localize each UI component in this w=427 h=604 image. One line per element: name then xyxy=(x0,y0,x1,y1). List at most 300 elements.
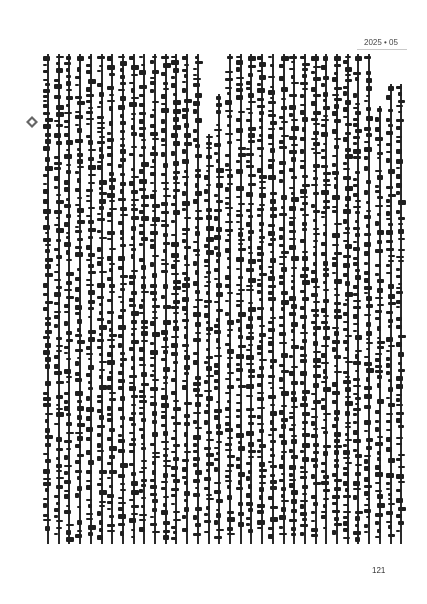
script-glyph xyxy=(97,106,101,108)
script-glyph xyxy=(152,159,156,163)
script-glyph xyxy=(99,369,105,371)
script-glyph xyxy=(204,487,209,490)
script-glyph xyxy=(302,297,309,301)
script-glyph xyxy=(152,138,159,140)
script-glyph xyxy=(236,257,244,262)
script-glyph xyxy=(281,451,287,453)
script-glyph xyxy=(163,454,168,457)
script-glyph xyxy=(216,252,221,257)
script-glyph xyxy=(64,321,68,326)
script-glyph xyxy=(345,488,349,492)
script-glyph xyxy=(300,403,308,407)
script-glyph xyxy=(109,248,116,250)
text-stem xyxy=(357,54,359,544)
script-glyph xyxy=(109,106,113,111)
script-glyph xyxy=(279,387,284,389)
script-glyph xyxy=(193,479,200,483)
script-glyph xyxy=(131,481,138,486)
script-glyph xyxy=(268,101,276,104)
script-glyph xyxy=(43,199,49,204)
script-glyph xyxy=(107,494,114,498)
script-glyph xyxy=(88,365,94,370)
script-glyph xyxy=(355,269,360,272)
script-glyph xyxy=(398,111,402,113)
script-glyph xyxy=(129,153,134,156)
script-glyph xyxy=(131,311,139,316)
script-glyph xyxy=(75,111,81,113)
script-glyph xyxy=(236,83,243,86)
script-glyph xyxy=(313,314,319,317)
script-glyph xyxy=(171,494,177,497)
script-glyph xyxy=(377,494,383,499)
script-glyph xyxy=(77,215,81,217)
script-glyph xyxy=(323,184,331,186)
script-glyph xyxy=(386,230,393,235)
script-glyph xyxy=(152,311,157,313)
script-glyph xyxy=(343,357,348,359)
script-glyph xyxy=(300,137,306,141)
script-glyph xyxy=(353,293,359,296)
script-glyph xyxy=(257,456,263,458)
script-glyph xyxy=(227,292,233,294)
script-glyph xyxy=(43,64,47,66)
script-glyph xyxy=(152,420,157,424)
script-glyph xyxy=(398,362,402,365)
script-glyph xyxy=(345,123,352,126)
script-glyph xyxy=(161,330,168,335)
script-glyph xyxy=(195,183,199,188)
script-glyph xyxy=(120,275,128,278)
script-glyph xyxy=(355,397,361,400)
script-glyph xyxy=(334,104,339,109)
script-glyph xyxy=(300,306,305,310)
text-column xyxy=(246,54,256,544)
script-glyph xyxy=(214,301,219,303)
script-glyph xyxy=(107,163,112,166)
script-glyph xyxy=(321,65,327,70)
script-glyph xyxy=(270,428,277,431)
script-glyph xyxy=(171,488,179,491)
script-glyph xyxy=(257,88,265,93)
script-glyph xyxy=(171,293,179,295)
script-glyph xyxy=(88,337,95,342)
script-glyph xyxy=(182,319,189,322)
script-glyph xyxy=(107,339,115,341)
script-glyph xyxy=(66,56,71,60)
script-glyph xyxy=(279,179,283,183)
script-glyph xyxy=(311,118,318,121)
script-glyph xyxy=(150,172,156,176)
script-glyph xyxy=(353,118,359,121)
script-glyph xyxy=(345,299,349,301)
script-glyph xyxy=(302,412,310,416)
script-glyph xyxy=(311,56,319,61)
script-glyph xyxy=(279,281,284,285)
script-glyph xyxy=(396,398,400,402)
script-glyph xyxy=(173,422,181,425)
script-glyph xyxy=(332,210,338,213)
script-glyph xyxy=(182,272,188,275)
script-glyph xyxy=(129,82,134,84)
script-glyph xyxy=(343,504,348,506)
script-glyph xyxy=(289,113,293,117)
script-glyph xyxy=(289,483,295,488)
script-glyph xyxy=(313,365,321,368)
script-glyph xyxy=(131,216,139,220)
script-glyph xyxy=(281,353,288,358)
script-glyph xyxy=(291,435,297,437)
script-glyph xyxy=(131,132,137,136)
script-glyph xyxy=(366,331,372,336)
script-glyph xyxy=(171,466,178,470)
script-glyph xyxy=(270,148,275,153)
script-glyph xyxy=(257,527,262,529)
script-glyph xyxy=(313,240,318,242)
script-glyph xyxy=(334,138,341,140)
script-glyph xyxy=(88,525,96,530)
script-glyph xyxy=(43,469,50,474)
script-glyph xyxy=(225,416,231,418)
script-glyph xyxy=(152,305,160,308)
script-glyph xyxy=(355,200,361,202)
script-glyph xyxy=(120,121,126,125)
script-glyph xyxy=(281,267,287,272)
script-glyph xyxy=(281,455,285,460)
script-glyph xyxy=(75,378,82,382)
script-glyph xyxy=(364,242,371,247)
script-glyph xyxy=(77,178,81,183)
script-glyph xyxy=(150,284,157,288)
script-glyph xyxy=(120,463,128,468)
script-glyph xyxy=(54,508,59,512)
script-glyph xyxy=(43,174,48,177)
script-glyph xyxy=(279,434,285,438)
script-glyph xyxy=(355,350,362,352)
script-glyph xyxy=(216,529,224,531)
script-glyph xyxy=(99,505,105,507)
script-glyph xyxy=(129,417,134,421)
script-glyph xyxy=(302,175,308,178)
script-glyph xyxy=(355,472,361,476)
script-glyph xyxy=(386,186,393,189)
script-glyph xyxy=(118,449,125,453)
script-glyph xyxy=(343,60,348,64)
script-glyph xyxy=(195,299,203,301)
script-glyph xyxy=(386,158,390,163)
script-glyph xyxy=(66,331,72,335)
script-glyph xyxy=(270,506,278,509)
script-glyph xyxy=(238,228,244,230)
script-glyph xyxy=(77,476,81,480)
script-glyph xyxy=(334,252,342,255)
script-glyph xyxy=(66,281,72,285)
script-glyph xyxy=(364,524,368,528)
script-glyph xyxy=(259,222,264,226)
script-glyph xyxy=(43,189,49,194)
script-glyph xyxy=(206,494,212,496)
script-glyph xyxy=(129,181,134,186)
script-glyph xyxy=(236,424,241,428)
script-glyph xyxy=(353,247,360,251)
script-glyph xyxy=(171,474,177,477)
script-glyph xyxy=(257,345,263,350)
script-glyph xyxy=(193,74,197,76)
script-glyph xyxy=(291,267,297,269)
script-glyph xyxy=(184,133,191,138)
script-glyph xyxy=(161,211,169,214)
script-glyph xyxy=(152,332,160,337)
script-glyph xyxy=(300,149,304,154)
script-glyph xyxy=(313,111,321,115)
script-glyph xyxy=(204,531,209,533)
script-glyph xyxy=(246,502,253,506)
script-glyph xyxy=(184,182,188,186)
script-glyph xyxy=(343,481,348,486)
script-glyph xyxy=(109,371,113,374)
script-glyph xyxy=(311,408,316,410)
script-glyph xyxy=(193,199,198,204)
script-glyph xyxy=(300,381,304,385)
script-glyph xyxy=(289,56,297,59)
script-glyph xyxy=(171,273,179,275)
script-glyph xyxy=(182,159,189,164)
script-glyph xyxy=(139,364,146,366)
script-glyph xyxy=(171,56,176,58)
script-glyph xyxy=(171,242,179,247)
script-glyph xyxy=(313,192,319,195)
script-glyph xyxy=(184,64,189,66)
script-glyph xyxy=(388,379,392,382)
script-glyph xyxy=(43,225,50,230)
script-glyph xyxy=(291,406,298,408)
script-glyph xyxy=(56,217,60,219)
script-glyph xyxy=(64,471,68,475)
script-glyph xyxy=(364,147,372,152)
script-glyph xyxy=(396,498,403,503)
script-glyph xyxy=(345,433,349,436)
script-glyph xyxy=(45,357,51,362)
text-column xyxy=(193,54,203,544)
script-glyph xyxy=(259,325,265,327)
script-glyph xyxy=(398,425,404,428)
script-glyph xyxy=(268,276,275,281)
script-glyph xyxy=(238,203,245,205)
script-glyph xyxy=(161,224,169,227)
script-glyph xyxy=(279,146,287,149)
script-glyph xyxy=(139,224,144,227)
script-glyph xyxy=(268,114,276,117)
script-glyph xyxy=(131,204,136,206)
script-glyph xyxy=(248,259,256,264)
script-glyph xyxy=(107,508,111,510)
text-column xyxy=(129,54,139,544)
script-glyph xyxy=(193,68,197,70)
script-glyph xyxy=(54,533,58,535)
script-glyph xyxy=(311,184,318,186)
script-glyph xyxy=(289,150,297,154)
script-glyph xyxy=(56,527,62,529)
script-glyph xyxy=(396,126,401,130)
script-glyph xyxy=(343,116,348,118)
script-glyph xyxy=(107,477,111,479)
script-glyph xyxy=(323,179,330,182)
script-glyph xyxy=(86,195,90,197)
script-glyph xyxy=(345,204,349,207)
script-glyph xyxy=(246,384,254,389)
script-glyph xyxy=(54,210,62,214)
script-glyph xyxy=(323,376,328,379)
script-glyph xyxy=(343,528,348,532)
script-glyph xyxy=(206,291,210,295)
script-glyph xyxy=(259,273,267,276)
script-glyph xyxy=(386,371,390,375)
script-glyph xyxy=(268,350,273,353)
script-glyph xyxy=(54,515,58,518)
script-glyph xyxy=(246,336,254,340)
script-glyph xyxy=(182,476,187,479)
script-glyph xyxy=(131,168,135,171)
script-glyph xyxy=(161,72,166,76)
script-glyph xyxy=(173,300,180,304)
script-glyph xyxy=(343,209,351,214)
script-glyph xyxy=(216,176,224,178)
script-glyph xyxy=(204,513,208,516)
script-glyph xyxy=(150,479,155,482)
script-glyph xyxy=(99,147,103,152)
script-glyph xyxy=(225,470,232,472)
script-glyph xyxy=(396,418,402,423)
script-glyph xyxy=(161,94,167,99)
script-glyph xyxy=(66,296,74,299)
script-glyph xyxy=(355,454,362,458)
script-glyph xyxy=(248,127,256,131)
script-glyph xyxy=(152,101,159,103)
script-glyph xyxy=(227,363,231,368)
script-glyph xyxy=(321,211,326,214)
script-glyph xyxy=(88,236,93,239)
script-glyph xyxy=(246,493,251,498)
script-glyph xyxy=(270,486,277,490)
script-glyph xyxy=(182,69,187,72)
script-glyph xyxy=(54,423,60,425)
script-glyph xyxy=(193,463,197,467)
script-glyph xyxy=(195,507,202,511)
script-glyph xyxy=(150,194,156,199)
script-glyph xyxy=(86,64,91,67)
script-glyph xyxy=(225,207,233,209)
script-glyph xyxy=(396,530,400,532)
script-glyph xyxy=(184,402,192,405)
script-glyph xyxy=(225,100,232,105)
script-glyph xyxy=(97,116,104,119)
script-glyph xyxy=(88,316,92,318)
script-glyph xyxy=(182,191,186,196)
script-glyph xyxy=(270,121,277,125)
script-glyph xyxy=(88,387,93,390)
script-glyph xyxy=(281,291,288,295)
script-glyph xyxy=(313,332,317,336)
script-glyph xyxy=(54,186,58,189)
script-glyph xyxy=(248,56,256,61)
script-glyph xyxy=(193,388,200,392)
script-glyph xyxy=(334,523,342,526)
script-glyph xyxy=(161,358,167,361)
text-column xyxy=(279,54,289,544)
script-glyph xyxy=(246,153,254,156)
script-glyph xyxy=(97,409,102,413)
script-glyph xyxy=(289,94,297,97)
script-glyph xyxy=(236,56,242,58)
script-glyph xyxy=(321,362,329,364)
script-glyph xyxy=(281,391,289,396)
script-glyph xyxy=(182,201,190,206)
script-glyph xyxy=(129,432,135,434)
script-glyph xyxy=(227,400,231,403)
script-glyph xyxy=(216,159,220,163)
script-glyph xyxy=(377,375,382,379)
script-glyph xyxy=(332,257,337,260)
script-glyph xyxy=(129,463,134,466)
script-glyph xyxy=(75,287,80,292)
script-glyph xyxy=(334,432,341,437)
script-glyph xyxy=(184,365,190,370)
script-glyph xyxy=(334,464,339,468)
script-glyph xyxy=(150,262,154,267)
script-glyph xyxy=(302,493,307,495)
script-glyph xyxy=(216,168,224,173)
script-glyph xyxy=(109,485,113,488)
script-glyph xyxy=(99,333,103,336)
script-glyph xyxy=(150,81,156,85)
script-glyph xyxy=(377,337,381,339)
script-glyph xyxy=(129,375,137,378)
script-glyph xyxy=(77,238,83,241)
script-glyph xyxy=(364,477,370,482)
script-glyph xyxy=(129,386,136,391)
script-glyph xyxy=(141,299,145,302)
script-glyph xyxy=(88,182,95,184)
script-glyph xyxy=(86,513,93,515)
script-glyph xyxy=(141,284,146,289)
script-glyph xyxy=(163,503,167,507)
text-column xyxy=(257,54,267,544)
text-stem xyxy=(336,54,338,544)
script-glyph xyxy=(204,244,209,248)
script-glyph xyxy=(300,354,307,357)
script-glyph xyxy=(311,321,316,324)
script-glyph xyxy=(377,157,381,159)
script-glyph xyxy=(216,259,220,263)
script-glyph xyxy=(54,324,58,328)
script-glyph xyxy=(375,273,379,276)
script-glyph xyxy=(45,264,51,269)
script-glyph xyxy=(152,204,160,208)
script-glyph xyxy=(88,157,94,161)
script-glyph xyxy=(184,142,192,146)
script-glyph xyxy=(86,100,92,103)
script-glyph xyxy=(300,476,307,479)
script-glyph xyxy=(206,404,210,407)
script-glyph xyxy=(364,141,370,143)
script-glyph xyxy=(334,184,338,189)
script-glyph xyxy=(302,228,307,231)
script-glyph xyxy=(353,123,359,127)
script-glyph xyxy=(109,200,115,202)
script-glyph xyxy=(141,497,146,499)
script-glyph xyxy=(227,533,235,535)
script-glyph xyxy=(388,458,395,463)
script-glyph xyxy=(66,339,73,342)
